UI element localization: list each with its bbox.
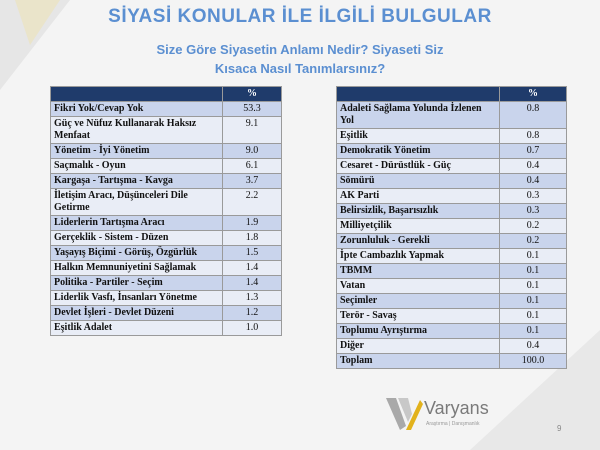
row-label: İpte Cambazlık Yapmak	[337, 249, 500, 264]
row-label: Eşitlik Adalet	[51, 321, 223, 336]
left-results-table	[50, 86, 282, 336]
table-row	[51, 174, 282, 189]
row-percent-value: 9.1	[223, 117, 282, 144]
table-row	[51, 261, 282, 276]
table-row	[51, 306, 282, 321]
row-label: Cesaret - Dürüstlük - Güç	[337, 159, 500, 174]
row-label: Gerçeklik - Sistem - Düzen	[51, 231, 223, 246]
table-row	[337, 219, 567, 234]
right-results-table	[336, 86, 567, 369]
row-label: Güç ve Nüfuz Kullanarak Haksız Menfaat	[51, 117, 223, 144]
logo-tagline: Araştırma | Danışmanlık	[426, 421, 480, 427]
table-row	[337, 144, 567, 159]
row-percent-value: 0.7	[500, 144, 567, 159]
table-row	[51, 117, 282, 144]
row-label: Liderlerin Tartışma Aracı	[51, 216, 223, 231]
table-row	[337, 264, 567, 279]
row-label: Saçmalık - Oyun	[51, 159, 223, 174]
row-percent-value: 1.8	[223, 231, 282, 246]
row-percent-value: 1.4	[223, 276, 282, 291]
table-row	[337, 354, 567, 369]
table-row	[337, 189, 567, 204]
row-label: Yönetim - İyi Yönetim	[51, 144, 223, 159]
table-row	[51, 216, 282, 231]
row-percent-value: 0.1	[500, 294, 567, 309]
row-label: Halkın Memnuniyetini Sağlamak	[51, 261, 223, 276]
row-percent-value: 0.2	[500, 234, 567, 249]
row-percent-value: 1.2	[223, 306, 282, 321]
table-row	[51, 321, 282, 336]
table-row	[51, 159, 282, 174]
table-row	[337, 234, 567, 249]
row-label: Politika - Partiler - Seçim	[51, 276, 223, 291]
row-label: Eşitlik	[337, 129, 500, 144]
table-row	[337, 159, 567, 174]
row-percent-value: 1.9	[223, 216, 282, 231]
row-label: Diğer	[337, 339, 500, 354]
page-number: 9	[557, 424, 562, 433]
row-percent-value: 0.3	[500, 189, 567, 204]
row-percent-value: 0.3	[500, 204, 567, 219]
table-row	[337, 294, 567, 309]
page-subtitle	[110, 40, 490, 78]
row-percent-value: 0.1	[500, 324, 567, 339]
varyans-logo	[384, 396, 534, 436]
logo-name: Varyans	[424, 398, 489, 418]
table-row	[51, 276, 282, 291]
row-percent-value: 6.1	[223, 159, 282, 174]
subtitle-line-2: Kısaca Nasıl Tanımlarsınız?	[214, 61, 386, 76]
row-percent-value: 0.2	[500, 219, 567, 234]
table-row	[51, 246, 282, 261]
table-row	[337, 129, 567, 144]
header-percent-cell: %	[500, 87, 567, 102]
row-percent-value: 3.7	[223, 174, 282, 189]
table-row	[51, 102, 282, 117]
row-label: Toplam	[337, 354, 500, 369]
row-percent-value: 9.0	[223, 144, 282, 159]
row-percent-value: 1.5	[223, 246, 282, 261]
row-label: Zorunluluk - Gerekli	[337, 234, 500, 249]
header-label-cell	[51, 87, 223, 102]
row-label: TBMM	[337, 264, 500, 279]
header-label-cell	[337, 87, 500, 102]
table-row	[337, 309, 567, 324]
row-label: İletişim Aracı, Düşünceleri Dile Getirme	[51, 189, 223, 216]
table-row	[51, 144, 282, 159]
row-label: Seçimler	[337, 294, 500, 309]
row-label: Demokratik Yönetim	[337, 144, 500, 159]
table-row	[51, 291, 282, 306]
table-row	[51, 189, 282, 216]
row-percent-value: 0.4	[500, 174, 567, 189]
row-percent-value: 0.4	[500, 159, 567, 174]
row-label: Milliyetçilik	[337, 219, 500, 234]
table-row	[337, 204, 567, 219]
table-row	[51, 231, 282, 246]
table-row	[337, 279, 567, 294]
row-label: Belirsizlik, Başarısızlık	[337, 204, 500, 219]
row-percent-value: 100.0	[500, 354, 567, 369]
row-percent-value: 0.1	[500, 279, 567, 294]
table-row	[337, 174, 567, 189]
row-label: Terör - Savaş	[337, 309, 500, 324]
row-label: Fikri Yok/Cevap Yok	[51, 102, 223, 117]
row-label: Toplumu Ayrıştırma	[337, 324, 500, 339]
row-percent-value: 2.2	[223, 189, 282, 216]
row-label: AK Parti	[337, 189, 500, 204]
header-percent-cell: %	[223, 87, 282, 102]
table-header-row	[51, 87, 282, 102]
left-table-body	[51, 102, 282, 336]
row-label: Sömürü	[337, 174, 500, 189]
row-percent-value: 0.1	[500, 264, 567, 279]
subtitle-line-1: Size Göre Siyasetin Anlamı Nedir? Siyaseti Siz	[156, 42, 444, 57]
row-percent-value: 0.1	[500, 309, 567, 324]
row-percent-value: 0.4	[500, 339, 567, 354]
row-percent-value: 1.0	[223, 321, 282, 336]
row-label: Liderlik Vasfı, İnsanları Yönetme	[51, 291, 223, 306]
row-percent-value: 53.3	[223, 102, 282, 117]
row-label: Adaleti Sağlama Yolunda İzlenen Yol	[337, 102, 500, 129]
row-label: Yaşayış Biçimi - Görüş, Özgürlük	[51, 246, 223, 261]
row-percent-value: 1.3	[223, 291, 282, 306]
row-percent-value: 0.8	[500, 102, 567, 129]
page-title: SİYASİ KONULAR İLE İLGİLİ BULGULAR	[108, 6, 492, 27]
row-percent-value: 0.1	[500, 249, 567, 264]
row-percent-value: 0.8	[500, 129, 567, 144]
table-row	[337, 339, 567, 354]
table-header-row	[337, 87, 567, 102]
table-row	[337, 102, 567, 129]
row-percent-value: 1.4	[223, 261, 282, 276]
right-table-body	[337, 102, 567, 369]
row-label: Vatan	[337, 279, 500, 294]
row-label: Devlet İşleri - Devlet Düzeni	[51, 306, 223, 321]
row-label: Kargaşa - Tartışma - Kavga	[51, 174, 223, 189]
logo-v-mark-icon	[384, 396, 424, 432]
table-row	[337, 324, 567, 339]
table-row	[337, 249, 567, 264]
